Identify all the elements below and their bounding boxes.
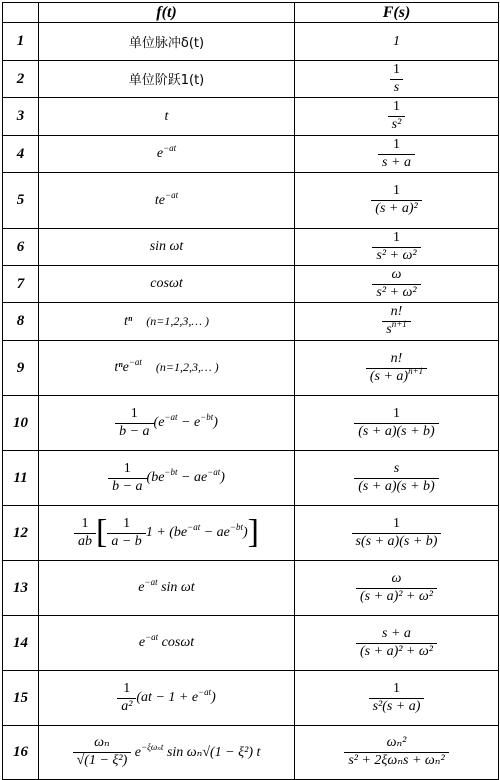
F-cell <box>295 98 499 136</box>
f-cell <box>39 396 295 451</box>
F-denominator: s² + ω² <box>372 284 420 301</box>
F-cell <box>295 726 499 780</box>
F-denominator: (s + a)² + ω² <box>356 643 437 660</box>
F-numerator: 1 <box>392 405 400 421</box>
F-fraction <box>372 231 420 263</box>
F-cell <box>295 396 499 451</box>
F-fraction <box>356 572 437 604</box>
row-index: 16 <box>3 726 39 780</box>
F-numerator: n! <box>390 350 403 366</box>
F-numerator: ω <box>391 570 402 586</box>
table-row <box>3 396 499 451</box>
F-numerator: ωₙ² <box>386 735 407 751</box>
F-numerator: ω <box>391 266 402 282</box>
F-fraction <box>352 517 442 549</box>
f-cell <box>39 561 295 616</box>
F-denominator: s(s + a)(s + b) <box>352 533 442 550</box>
F-fraction <box>388 100 406 132</box>
F-cell <box>295 229 499 266</box>
row-index: 1 <box>3 23 39 61</box>
F-cell <box>295 303 499 341</box>
F-cell <box>295 561 499 616</box>
F-fraction <box>344 736 448 768</box>
table-row <box>3 229 499 266</box>
F-cell <box>295 451 499 506</box>
F-fraction <box>382 305 411 337</box>
table-row <box>3 616 499 671</box>
F-denominator: s² + ω² <box>372 247 420 264</box>
row-index: 13 <box>3 561 39 616</box>
f-cell <box>39 341 295 396</box>
F-numerator: n! <box>390 304 403 320</box>
row-index: 3 <box>3 98 39 136</box>
F-numerator: 1 <box>392 515 400 531</box>
F-fraction <box>354 407 438 439</box>
table-row <box>3 303 499 341</box>
F-denominator: s <box>390 79 403 96</box>
f-text: tⁿe$^{-at}$ <box>114 357 142 375</box>
F-numerator: 1 <box>393 680 400 696</box>
row-index: 5 <box>3 173 39 229</box>
F-cell <box>295 341 499 396</box>
F-denominator: s² + 2ξωₙs + ωₙ² <box>344 752 448 769</box>
f-rest: $(e^{-at} - e^{-bt})$ <box>153 412 218 431</box>
F-fraction <box>366 352 427 384</box>
header-F: F(s) <box>295 3 499 23</box>
table-row <box>3 506 499 561</box>
f-fraction: $\frac{\text{ωₙ}}{\text{√(1 − ξ²)}}$ <box>73 736 132 768</box>
row-index: 9 <box>3 341 39 396</box>
F-cell <box>295 136 499 173</box>
table-row <box>3 451 499 506</box>
f-text: cosωt <box>150 276 183 291</box>
F-fraction <box>389 63 404 95</box>
F-numerator: 1 <box>393 99 400 115</box>
F-fraction <box>354 462 438 494</box>
f-note: (n=1,2,3,… ) <box>146 313 210 328</box>
f-cell <box>39 23 295 61</box>
F-denominator: (s + a)² <box>371 200 421 217</box>
f-fraction: $\frac{1}{\text{a²}}$ <box>117 682 136 714</box>
f-cell <box>39 451 295 506</box>
header-f: f(t) <box>39 3 295 23</box>
F-numerator: s + a <box>382 625 411 641</box>
table-row <box>3 136 499 173</box>
F-denominator: $(s + a)^{n+1}$ <box>366 368 427 385</box>
f-text: t <box>164 108 169 124</box>
F-numerator: s <box>393 460 400 476</box>
F-denominator: (s + a)² + ω² <box>356 588 437 605</box>
f-text: $e^{-at}$ <box>156 143 177 161</box>
table-row <box>3 341 499 396</box>
f-cell <box>39 61 295 98</box>
row-index: 8 <box>3 303 39 341</box>
table-row <box>3 671 499 726</box>
row-index: 6 <box>3 229 39 266</box>
f-cell <box>39 616 295 671</box>
f-note: (n=1,2,3,… ) <box>155 360 219 374</box>
row-index: 4 <box>3 136 39 173</box>
f-cell <box>39 266 295 303</box>
F-cell <box>295 616 499 671</box>
table-row <box>3 61 499 98</box>
table-row <box>3 173 499 229</box>
table-row <box>3 266 499 303</box>
f-rest: $(at - 1 + e^{-at})$ <box>136 687 216 706</box>
row-index: 2 <box>3 61 39 98</box>
F-fraction <box>378 138 415 170</box>
F-fraction <box>356 627 437 659</box>
f-inner-fraction: $\frac{1}{a - b}$ <box>107 517 145 549</box>
f-fraction: $\frac{1}{b - a}$ <box>115 407 153 439</box>
F-fraction <box>369 682 425 714</box>
header-index <box>3 3 39 23</box>
f-text: tⁿ <box>123 313 133 329</box>
F-denominator: s² <box>388 116 406 133</box>
f-cell <box>39 671 295 726</box>
F-numerator: 1 <box>393 136 400 152</box>
row-index: 15 <box>3 671 39 726</box>
table-row <box>3 561 499 616</box>
f-text: $e^{-at}$ cosωt <box>138 632 195 650</box>
F-numerator: 1 <box>392 183 400 199</box>
F-text: 1 <box>393 33 400 49</box>
F-fraction <box>371 184 421 216</box>
f-cell <box>39 173 295 229</box>
f-cell <box>39 136 295 173</box>
f-text: $te^{-at}$ <box>154 189 179 208</box>
row-index: 12 <box>3 506 39 561</box>
f-rest: $(be^{-bt} - ae^{-at})$ <box>146 467 225 486</box>
f-text: $e^{-at}$ sin ωt <box>138 577 195 595</box>
F-cell <box>295 671 499 726</box>
F-denominator: s²(s + a) <box>369 698 425 715</box>
F-cell <box>295 23 499 61</box>
row-index: 7 <box>3 266 39 303</box>
F-numerator: 1 <box>393 61 400 77</box>
row-index: 11 <box>3 451 39 506</box>
f-cell <box>39 98 295 136</box>
f-fraction: $\frac{1}{b - a}$ <box>108 462 146 494</box>
f-text: 单位脉冲δ(t) <box>128 35 205 51</box>
f-fraction: $\frac{1}{ab}$ <box>74 517 96 549</box>
row-index: 14 <box>3 616 39 671</box>
f-text: 单位阶跃1(t) <box>128 73 205 88</box>
f-cell <box>39 303 295 341</box>
f-rest: $e^{-\xi\omega_nt}$ sin ωₙ√(1 − ξ²) t <box>134 741 261 760</box>
row-index: 10 <box>3 396 39 451</box>
F-cell <box>295 266 499 303</box>
F-denominator: s + a <box>378 154 415 171</box>
F-cell <box>295 173 499 229</box>
laplace-transform-table <box>2 2 499 780</box>
table-row <box>3 726 499 780</box>
f-cell <box>39 726 295 780</box>
table-header-row <box>3 3 499 23</box>
F-denominator: (s + a)(s + b) <box>354 423 438 440</box>
F-fraction <box>372 268 420 300</box>
table-row <box>3 98 499 136</box>
table-row <box>3 23 499 61</box>
f-text: sin ωt <box>149 239 184 254</box>
F-denominator: $s^{n+1}$ <box>382 321 411 338</box>
F-cell <box>295 506 499 561</box>
F-denominator: (s + a)(s + b) <box>354 478 438 495</box>
f-rest: $1 + (be^{-at} - ae^{-bt})$ <box>145 522 248 541</box>
F-cell <box>295 61 499 98</box>
f-cell: $\frac{1}{ab}$ [ $\frac{1}{a - b}$ $1 + (be^{-at} - ae^{-bt})$] <box>39 506 295 561</box>
f-cell <box>39 229 295 266</box>
F-numerator: 1 <box>393 229 400 245</box>
